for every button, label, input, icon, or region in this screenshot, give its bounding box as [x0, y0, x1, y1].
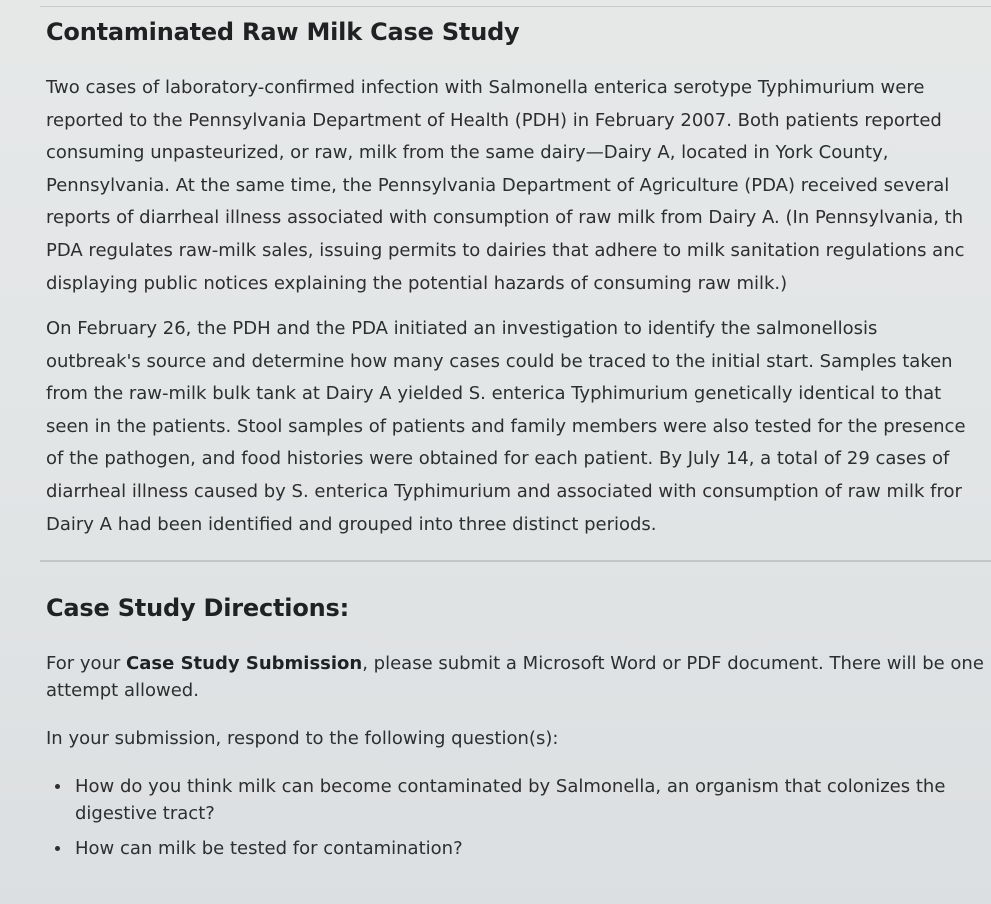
- case-study-section: [46, 14, 991, 50]
- top-divider: [40, 6, 991, 7]
- directions-title: Case Study Directions:: [46, 594, 349, 622]
- paragraph-1-line: PDA regulates raw-milk sales, issuing permits to dairies that adhere to milk sanitation regulations anc: [46, 239, 965, 261]
- submission-intro-line: [46, 650, 991, 677]
- paragraph-2-line: diarrheal illness caused by S. enterica Typhimurium and associated with consumption of raw milk fror: [46, 480, 962, 502]
- bullet-icon: [55, 784, 60, 789]
- intro-suffix: , please submit a Microsoft Word or PDF document. There will be one: [362, 653, 984, 674]
- intro-prefix: For your: [46, 653, 127, 674]
- question-item: [46, 773, 991, 827]
- paragraph-1-line: Pennsylvania. At the same time, the Pennsylvania Department of Agriculture (PDA) received several: [46, 174, 950, 196]
- paragraph-2-line: of the pathogen, and food histories were obtained for each patient. By July 14, a total of 29 cases of: [46, 448, 950, 470]
- directions-section: [46, 591, 991, 625]
- bullet-icon: [55, 846, 60, 851]
- submission-instructions: [46, 650, 991, 704]
- paragraph-1-line: reports of diarrheal illness associated with consumption of raw milk from Dairy A. (In Pennsylvania, th: [46, 207, 964, 229]
- paragraph-1-line: reported to the Pennsylvania Department of Health (PDH) in February 2007. Both patients reported: [46, 109, 942, 131]
- respond-text: In your submission, respond to the following question(s):: [46, 728, 559, 749]
- paragraph-1-line: displaying public notices explaining the potential hazards of consuming raw milk.): [46, 272, 788, 294]
- paragraph-1-line: Two cases of laboratory-confirmed infection with Salmonella enterica serotype Typhimurium were: [46, 77, 925, 98]
- section-divider: [40, 560, 991, 562]
- paragraph-2-line: outbreak's source and determine how many cases could be traced to the initial start. Samples taken: [46, 350, 953, 372]
- questions-list-wrapper: [46, 773, 991, 862]
- paragraph-2-line: On February 26, the PDH and the PDA initiated an investigation to identify the salmonellosis: [46, 318, 878, 339]
- question-item: [46, 835, 991, 862]
- question-line: How can milk be tested for contamination?: [75, 838, 463, 859]
- case-study-paragraph-2: [46, 313, 991, 541]
- paragraph-2-line: from the raw-milk bulk tank at Dairy A yielded S. enterica Typhimurium genetically identical to that: [46, 383, 942, 405]
- submission-intro-line-2: attempt allowed.: [46, 680, 199, 701]
- paragraph-2-line: Dairy A had been identified and grouped into three distinct periods.: [46, 513, 657, 535]
- paragraph-1-line: consuming unpasteurized, or raw, milk from the same dairy—Dairy A, located in York County,: [46, 142, 889, 164]
- case-study-title: Contaminated Raw Milk Case Study: [46, 18, 520, 46]
- paragraph-2-line: seen in the patients. Stool samples of patients and family members were also tested for the presence: [46, 415, 966, 437]
- question-line: How do you think milk can become contaminated by Salmonella, an organism that colonizes the: [75, 776, 946, 797]
- case-study-paragraph-1: [46, 72, 991, 300]
- respond-instructions: [46, 725, 991, 752]
- questions-list: [46, 773, 991, 862]
- question-line: digestive tract?: [75, 803, 215, 824]
- case-study-submission-label: Case Study Submission: [126, 653, 363, 674]
